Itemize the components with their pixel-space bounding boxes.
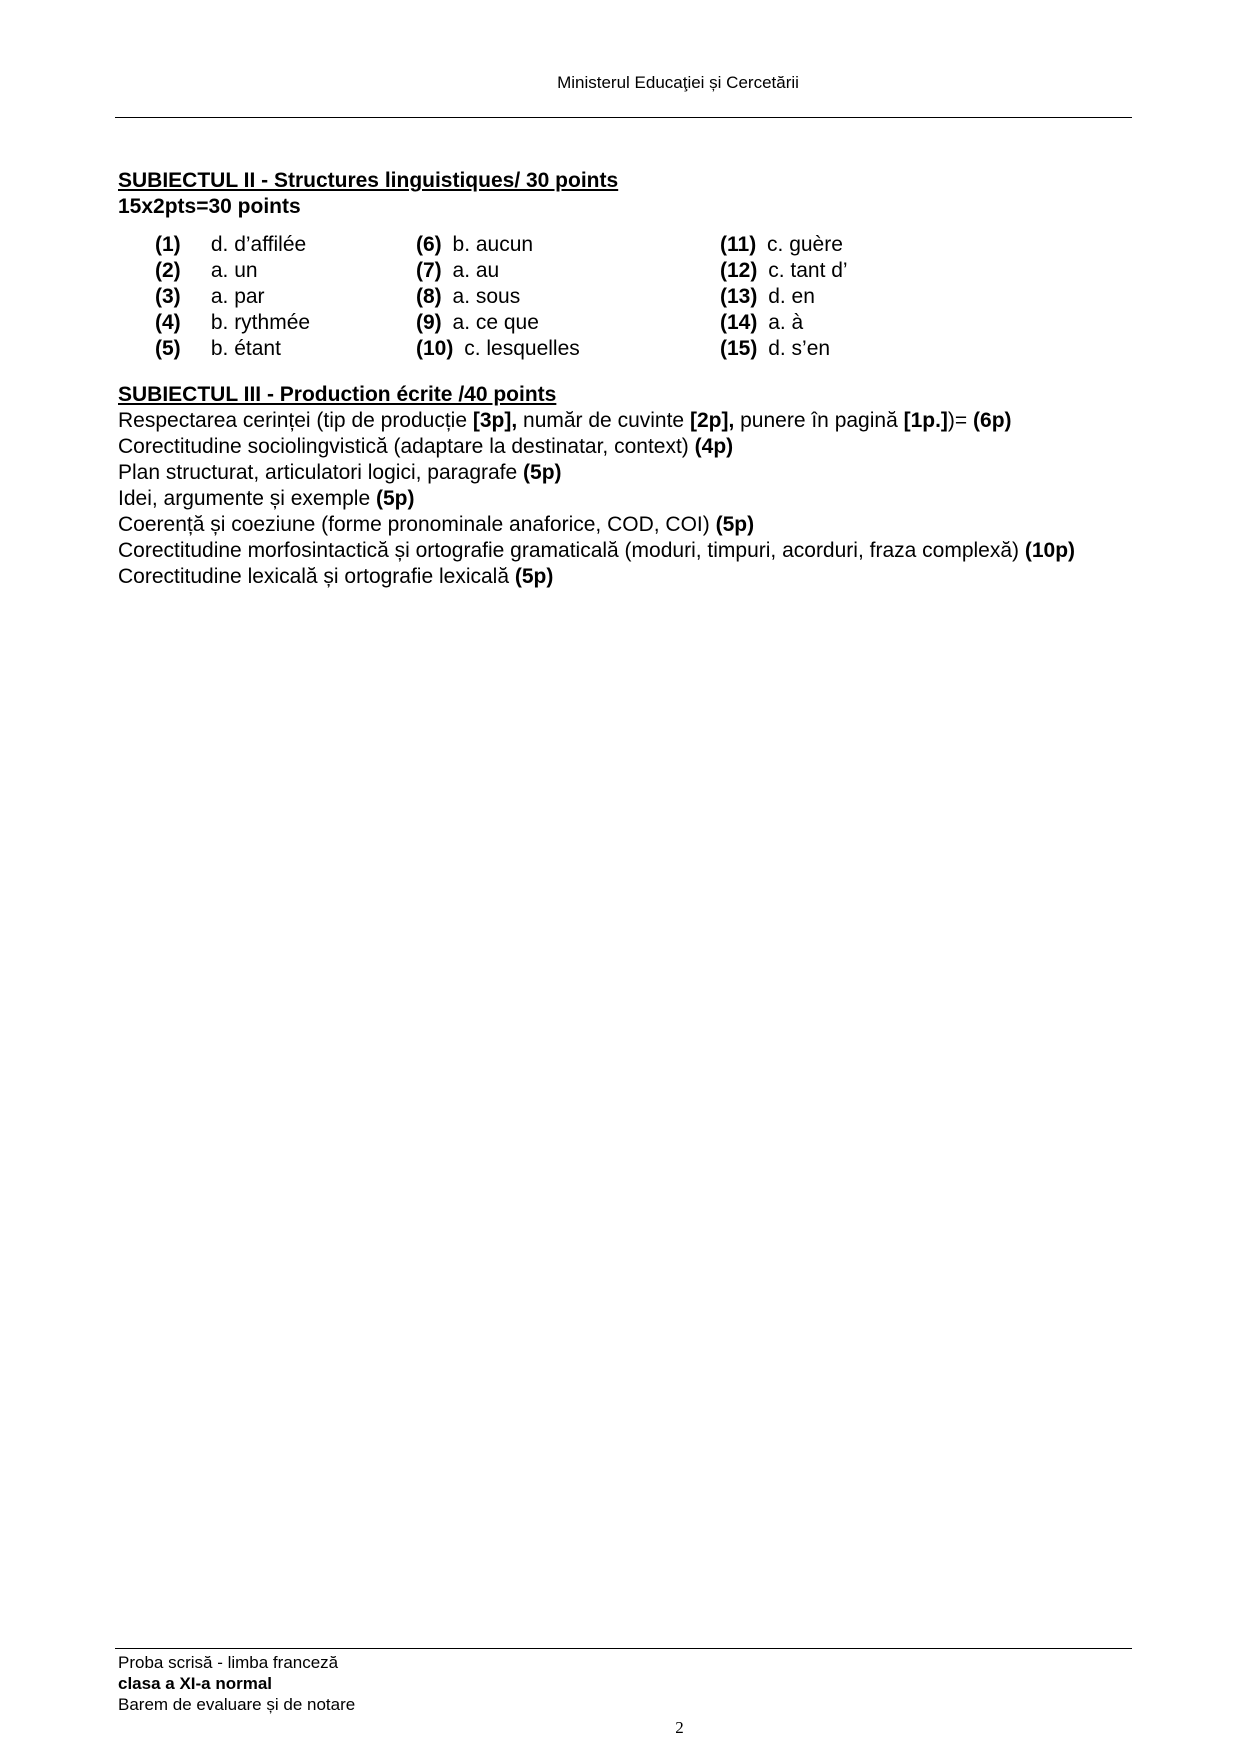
answer-text: d. s’en <box>768 337 831 360</box>
answer-item <box>155 284 310 310</box>
answer-item <box>155 310 310 336</box>
answer-item <box>416 232 580 258</box>
answer-text: a. à <box>768 311 804 334</box>
answer-number: (15) <box>720 337 758 360</box>
answer-number: (14) <box>720 311 758 334</box>
answer-text: c. lesquelles <box>464 337 580 360</box>
criterion-points: [3p], <box>472 409 518 432</box>
criterion-text: Plan structurat, articulatori logici, paragrafe <box>118 461 524 484</box>
answer-item <box>155 258 310 284</box>
answer-number: (5) <box>155 337 181 360</box>
criterion-text: număr de cuvinte <box>517 409 690 432</box>
answer-text: b. aucun <box>452 233 534 256</box>
footer-class: clasa a XI-a normal <box>118 1674 273 1693</box>
criterion-points: (4p) <box>694 435 734 458</box>
footer-exam: Proba scrisă - limba franceză <box>118 1653 339 1672</box>
answer-text: a. ce que <box>452 311 539 334</box>
answer-item <box>416 336 580 362</box>
answer-number: (9) <box>416 311 442 334</box>
criterion-line <box>118 512 1132 538</box>
answer-text: a. par <box>210 285 265 308</box>
answer-text: c. tant d’ <box>768 259 848 282</box>
answer-number: (3) <box>155 285 181 308</box>
answer-item <box>416 310 580 336</box>
criterion-text: Idei, argumente și exemple <box>118 487 376 510</box>
criterion-line <box>118 434 1132 460</box>
criterion-points: (5p) <box>375 487 415 510</box>
section3 <box>118 382 1132 590</box>
answer-item <box>720 258 848 284</box>
criterion-points: [2p], <box>689 409 735 432</box>
criterion-text: Coerență și coeziune (forme pronominale anaforice, COD, COI) <box>118 513 716 536</box>
criterion-line <box>118 460 1132 486</box>
answer-column-2 <box>416 232 580 362</box>
criterion-text: punere în pagină <box>734 409 904 432</box>
criterion-points: (5p) <box>523 461 562 484</box>
criterion-text: Corectitudine morfosintactică și ortografie gramaticală (moduri, timpuri, acorduri, fraza complexă) <box>118 539 1025 562</box>
criterion-points: (5p) <box>715 513 755 536</box>
document-body <box>118 168 1132 590</box>
answer-number: (8) <box>416 285 442 308</box>
page-number: 2 <box>675 1718 684 1737</box>
answer-number: (1) <box>155 233 181 256</box>
section2-title: SUBIECTUL II - Structures linguistiques/ 30 points <box>118 169 619 192</box>
answer-item <box>720 232 848 258</box>
answer-text: b. étant <box>210 337 281 360</box>
criterion-text: Corectitudine lexicală și ortografie lexicală <box>118 565 515 588</box>
answer-item <box>155 336 310 362</box>
criterion-points: (10p) <box>1024 539 1076 562</box>
answer-column-3 <box>720 232 848 362</box>
criterion-line <box>118 538 1132 564</box>
answer-text: a. sous <box>452 285 521 308</box>
answer-number: (4) <box>155 311 181 334</box>
answer-text: d. en <box>768 285 815 308</box>
answer-text: a. au <box>452 259 500 282</box>
criterion-points: (5p) <box>514 565 554 588</box>
answer-number: (7) <box>416 259 442 282</box>
footer <box>118 1652 355 1715</box>
answer-text: b. rythmée <box>210 311 311 334</box>
criterion-text: Respectarea cerinței (tip de producție <box>118 409 473 432</box>
answer-number: (11) <box>720 233 757 256</box>
answer-column-1 <box>155 232 310 362</box>
section2-scoring: 15x2pts=30 points <box>118 195 301 218</box>
criterion-points: [1p.] <box>903 409 948 432</box>
header-ministry: Ministerul Educaţiei și Cercetării <box>557 73 799 92</box>
section3-title: SUBIECTUL III - Production écrite /40 points <box>118 383 557 406</box>
criterion-text: )= <box>947 409 974 432</box>
answer-text: d. d’affilée <box>210 233 307 256</box>
answer-item <box>720 284 848 310</box>
answer-key <box>118 232 1132 362</box>
answer-text: a. un <box>210 259 258 282</box>
answer-number: (6) <box>416 233 442 256</box>
criterion-points: (6p) <box>973 409 1012 432</box>
answer-item <box>155 232 310 258</box>
criterion-text: Corectitudine sociolingvistică (adaptare la destinatar, context) <box>118 435 695 458</box>
header-divider <box>115 117 1132 118</box>
criterion-line <box>118 486 1132 512</box>
answer-number: (10) <box>416 337 454 360</box>
answer-item <box>416 258 580 284</box>
answer-item <box>720 310 848 336</box>
footer-divider <box>115 1648 1132 1649</box>
answer-number: (13) <box>720 285 758 308</box>
answer-number: (2) <box>155 259 181 282</box>
answer-text: c. guère <box>767 233 843 256</box>
answer-item <box>416 284 580 310</box>
criterion-line <box>118 564 1132 590</box>
answer-number: (12) <box>720 259 758 282</box>
criterion-line <box>118 408 1132 434</box>
footer-barem: Barem de evaluare și de notare <box>118 1695 356 1714</box>
criteria-list <box>118 408 1132 590</box>
answer-item <box>720 336 848 362</box>
